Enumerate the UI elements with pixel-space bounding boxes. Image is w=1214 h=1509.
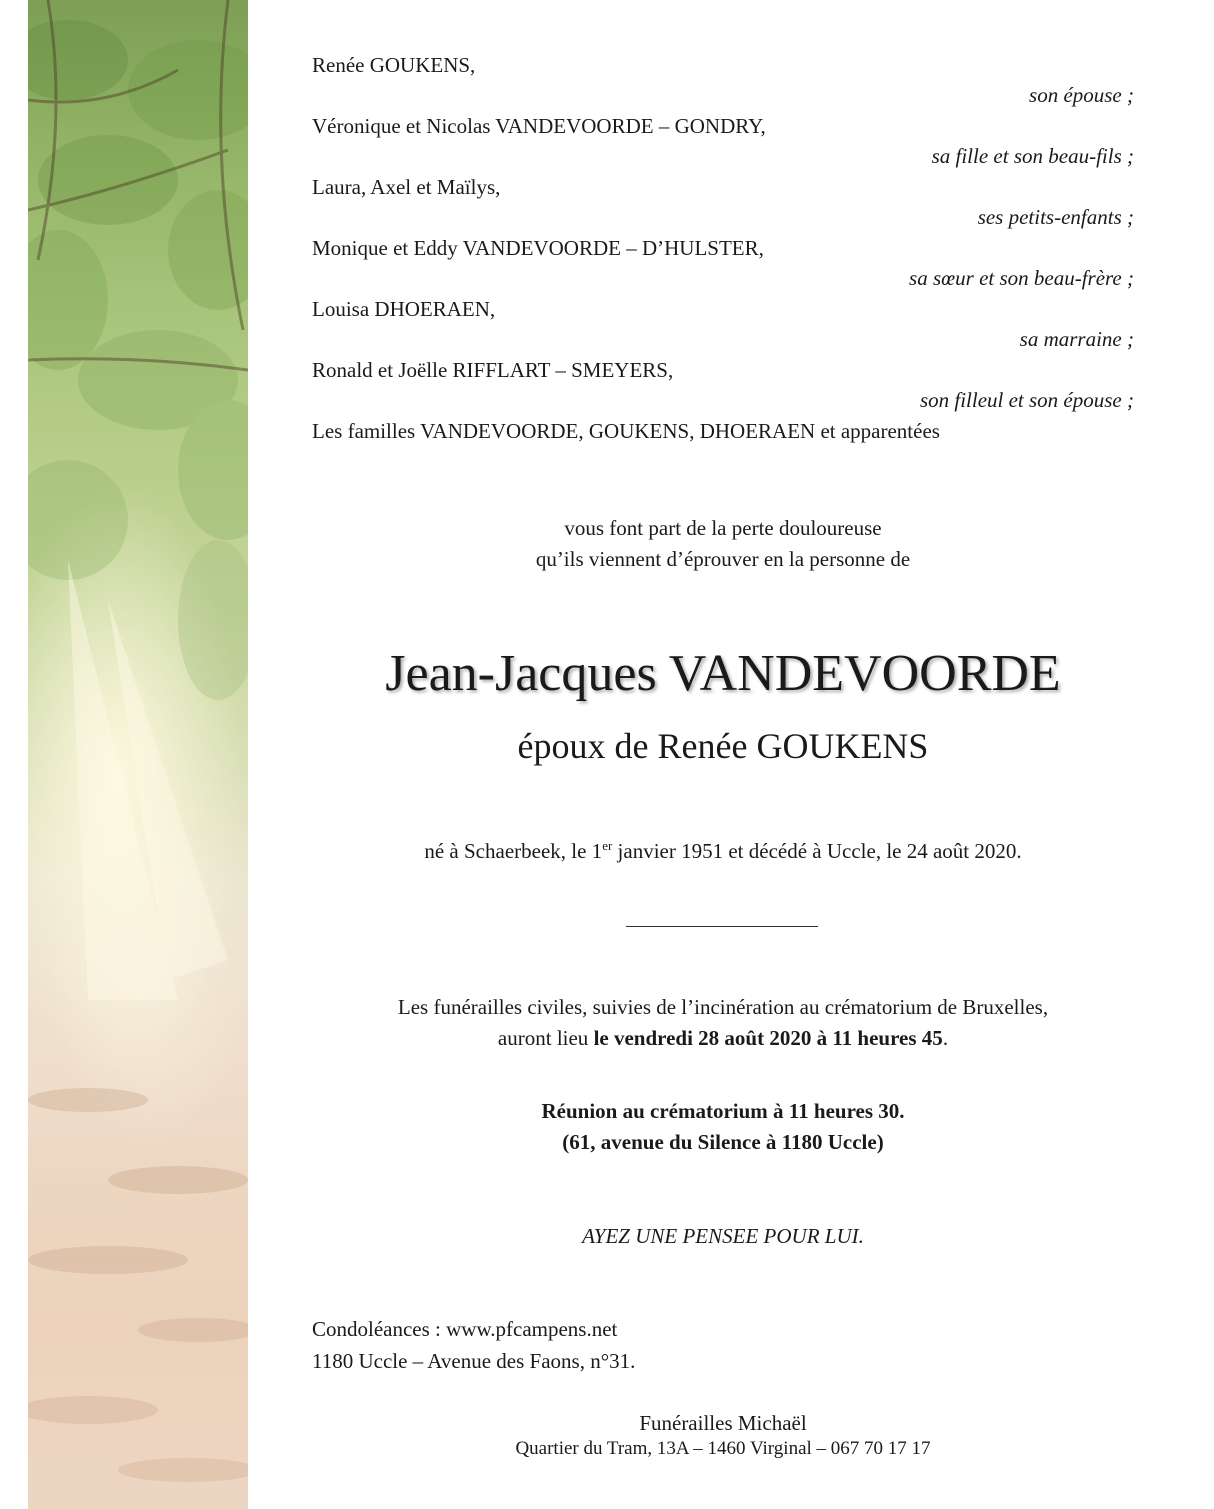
family-relation: ses petits-enfants ; <box>977 205 1134 229</box>
family-names: Monique et Eddy VANDEVOORDE – D’HULSTER, <box>312 236 764 260</box>
funeral-line-2 <box>312 1023 1134 1054</box>
family-names: Louisa DHOERAEN, <box>312 297 496 321</box>
family-names: Ronald et Joëlle RIFFLART – SMEYERS, <box>312 358 674 382</box>
funeral-home-address: Quartier du Tram, 13A – 1460 Virginal – 067 70 17 17 <box>515 1438 931 1459</box>
birth-superscript: er <box>602 838 613 853</box>
address-line: 1180 Uccle – Avenue des Faons, n°31. <box>312 1349 636 1373</box>
family-names: Laura, Axel et Maïlys, <box>312 175 501 199</box>
funeral-date-time: le vendredi 28 août 2020 à 11 heures 45 <box>593 1026 943 1050</box>
forest-path-image <box>28 0 248 1509</box>
family-relation: sa fille et son beau-fils ; <box>931 144 1134 168</box>
family-names: Renée GOUKENS, <box>312 53 476 77</box>
birth-suffix: janvier 1951 et décédé à Uccle, le 24 août 2020. <box>612 839 1022 863</box>
family-relation: sa sœur et son beau-frère ; <box>909 266 1134 290</box>
deceased-name: Jean-Jacques VANDEVOORDE <box>385 645 1061 702</box>
family-relation: son épouse ; <box>1029 83 1134 107</box>
birth-prefix: né à Schaerbeek, le 1 <box>424 839 603 863</box>
thought-line: AYEZ UNE PENSEE POUR LUI. <box>582 1224 864 1248</box>
funeral-line-2-suffix: . <box>942 1026 949 1050</box>
spouse-line: époux de Renée GOUKENS <box>517 726 929 766</box>
birth-death-line <box>312 837 1134 865</box>
image-fade <box>28 909 248 1509</box>
announcement-line-1: vous font part de la perte douloureuse <box>564 516 882 540</box>
funeral-line-1: Les funérailles civiles, suivies de l’incinération au crématorium de Bruxelles, <box>397 995 1049 1019</box>
family-relation: sa marraine ; <box>1019 327 1134 351</box>
family-relation: son filleul et son épouse ; <box>919 388 1134 412</box>
funeral-home-name: Funérailles Michaël <box>639 1411 807 1435</box>
divider <box>626 926 818 927</box>
meeting-line-2: (61, avenue du Silence à 1180 Uccle) <box>562 1130 884 1154</box>
family-names: Véronique et Nicolas VANDEVOORDE – GONDRY, <box>312 114 766 138</box>
meeting-line-1: Réunion au crématorium à 11 heures 30. <box>541 1099 905 1123</box>
funeral-line-2-prefix: auront lieu <box>497 1026 594 1050</box>
announcement-line-2: qu’ils viennent d’éprouver en la personne de <box>535 547 911 571</box>
condolences-line: Condoléances : www.pfcampens.net <box>312 1317 618 1341</box>
families-line: Les familles VANDEVOORDE, GOUKENS, DHOERAEN et apparentées <box>312 419 940 443</box>
